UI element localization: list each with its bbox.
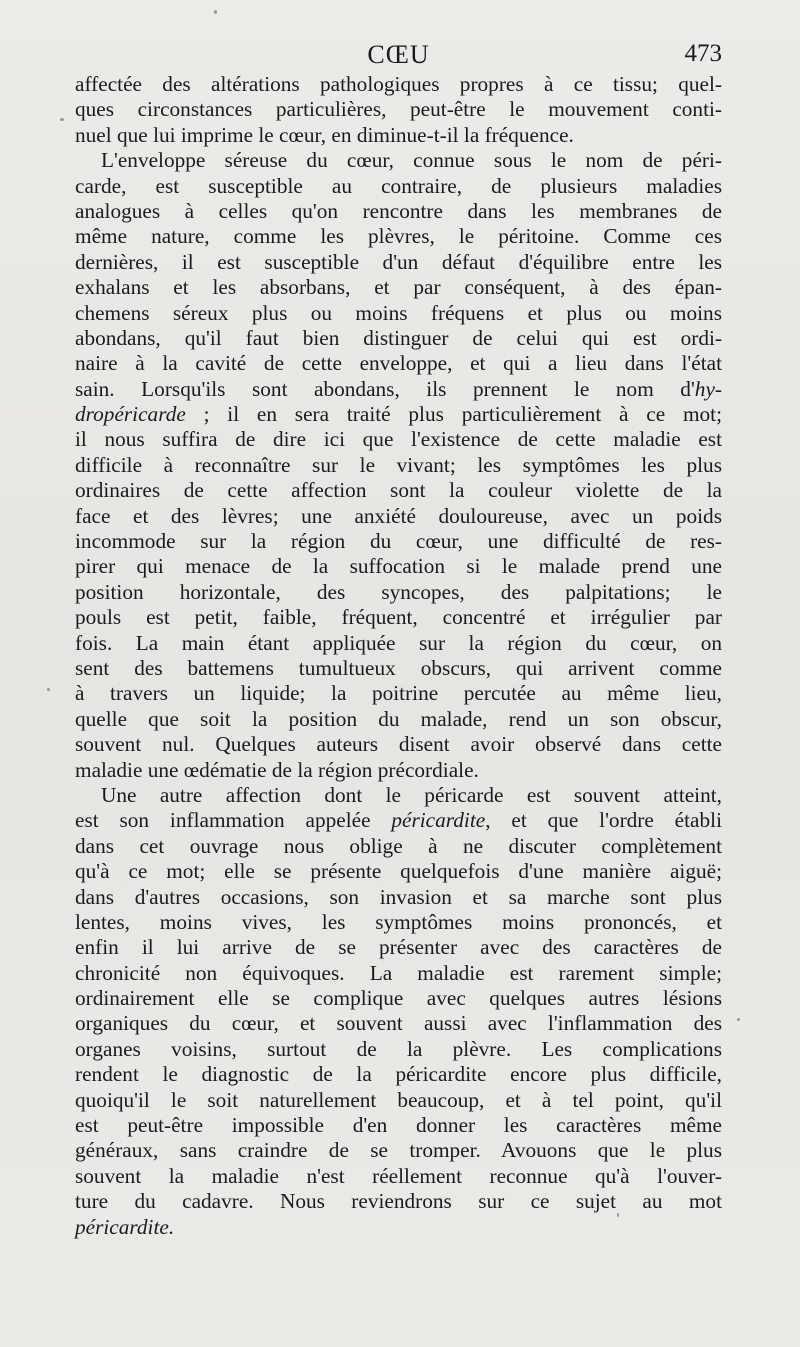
ink-speck [47, 688, 50, 691]
page-number: 473 [684, 40, 722, 67]
text-line: fois. La main étant appliquée sur la région du cœur, on [75, 630, 722, 655]
text-line: quelle que soit la position du malade, rend un son obscur, [75, 706, 722, 731]
text-run: sain. Lorsqu'ils sont abondans, ils prennent le nom d' [75, 376, 695, 401]
text-line: rendent le diagnostic de la péricardite encore plus difficile, [75, 1062, 722, 1087]
text-line: quoiqu'il le soit naturellement beaucoup, et à tel point, qu'il [75, 1087, 722, 1112]
emphasis-term: dropéricarde [75, 402, 186, 427]
text-line: pouls est petit, faible, fréquent, concentré et irrégulier par [75, 605, 722, 630]
text-line: généraux, sans craindre de se tromper. Avouons que le plus [75, 1138, 722, 1163]
text-line: analogues à celles qu'on rencontre dans les membranes de [75, 198, 722, 223]
text-run: ; il en sera traité plus particulièrement à ce mot; [185, 402, 722, 427]
body-text [75, 72, 722, 1240]
text-run: est son inflammation appelée [75, 808, 392, 833]
text-line: organiques du cœur, et souvent aussi avec l'inflammation des [75, 1011, 722, 1036]
text-line: position horizontale, des syncopes, des palpitations; le [75, 579, 722, 604]
text-line: il nous suffira de dire ici que l'existence de cette maladie est [75, 427, 722, 452]
text-line: abondans, qu'il faut bien distinguer de celui qui est ordi- [75, 325, 722, 350]
ink-speck [737, 1018, 740, 1021]
text-line: dernières, il est susceptible d'un défaut d'équilibre entre les [75, 249, 722, 274]
running-head [75, 40, 722, 74]
text-line: organes voisins, surtout de la plèvre. Les complications [75, 1036, 722, 1061]
text-line: ture du cadavre. Nous reviendrons sur ce sujet au mot [75, 1189, 722, 1214]
text-line: même nature, comme les plèvres, le péritoine. Comme ces [75, 224, 722, 249]
text-line: difficile à reconnaître sur le vivant; les symptômes les plus [75, 452, 722, 477]
text-line: exhalans et les absorbans, et par conséquent, à des épan- [75, 275, 722, 300]
text-line: L'enveloppe séreuse du cœur, connue sous le nom de péri- [101, 148, 722, 173]
text-line: qu'à ce mot; elle se présente quelquefois d'une manière aiguë; [75, 859, 722, 884]
text-line: lentes, moins vives, les symptômes moins prononcés, et [75, 909, 722, 934]
text-line: ques circonstances particulières, peut-être le mouvement conti- [75, 97, 722, 122]
text-line: chronicité non équivoques. La maladie est rarement simple; [75, 960, 722, 985]
text-line: souvent la maladie n'est réellement reconnue qu'à l'ouver- [75, 1163, 722, 1188]
ink-speck [617, 1213, 619, 1217]
text-line: souvent nul. Quelques auteurs disent avoir observé dans cette [75, 732, 722, 757]
text-line: naire à la cavité de cette enveloppe, et qui a lieu dans l'état [75, 351, 722, 376]
text-line: à travers un liquide; la poitrine percutée au même lieu, [75, 681, 722, 706]
text-line [75, 402, 722, 427]
text-line-with-emphasis [75, 377, 722, 402]
emphasis-term: péricardite [391, 808, 486, 833]
text-run: , et que l'ordre établi [485, 808, 722, 833]
text-line: face et des lèvres; une anxiété douloureuse, avec un poids [75, 503, 722, 528]
text-line: nuel que lui imprime le cœur, en diminue-t-il la fréquence. [75, 122, 574, 147]
text-line [75, 1215, 722, 1240]
text-line: pirer qui menace de la suffocation si le malade prend une [75, 554, 722, 579]
text-line: enfin il lui arrive de se présenter avec des caractères de [75, 935, 722, 960]
text-line: dans d'autres occasions, son invasion et sa marche sont plus [75, 884, 722, 909]
emphasis-term: péricardite. [75, 1214, 175, 1239]
text-line: Une autre affection dont le péricarde est souvent atteint, [101, 782, 722, 807]
text-line: maladie une œdématie de la région précordiale. [75, 757, 479, 782]
text-line: ordinairement elle se complique avec quelques autres lésions [75, 986, 722, 1011]
text-line: ordinaires de cette affection sont la couleur violette de la [75, 478, 722, 503]
text-line: est peut-être impossible d'en donner les caractères même [75, 1113, 722, 1138]
text-line: chemens séreux plus ou moins fréquens et plus ou moins [75, 300, 722, 325]
text-line: incommode sur la région du cœur, une difficulté de res- [75, 529, 722, 554]
text-line: affectée des altérations pathologiques propres à ce tissu; quel- [75, 72, 722, 96]
text-line: sent des battemens tumultueux obscurs, qui arrivent comme [75, 655, 722, 680]
ink-speck [214, 10, 217, 14]
ink-speck [60, 118, 64, 121]
emphasis-term: hy- [694, 376, 722, 401]
text-line-with-emphasis [75, 808, 722, 833]
text-line: dans cet ouvrage nous oblige à ne discuter complètement [75, 833, 722, 858]
text-line: carde, est susceptible au contraire, de plusieurs maladies [75, 173, 722, 198]
page-title: CŒU [367, 40, 430, 69]
